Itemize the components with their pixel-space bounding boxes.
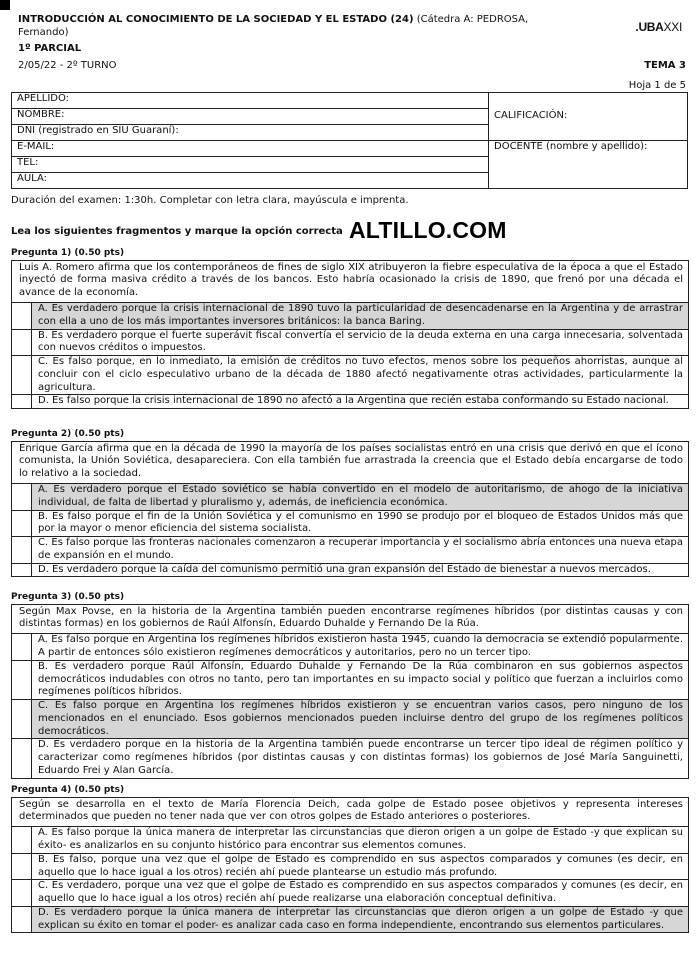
- option-text: B. Es falso porque el fin de la Unión Soviética y el comunismo en 1990 se produjo por el bloqueo de Estados Unidos más que por la mayor o menor eficiencia del sistema socialista.: [38, 510, 683, 535]
- email-field[interactable]: E-MAIL:: [12, 141, 489, 157]
- question-title: Pregunta 2) (0.50 pts): [11, 429, 125, 439]
- answer-mark-cell[interactable]: [12, 484, 32, 510]
- question-box: [11, 260, 689, 410]
- question-box: [11, 797, 689, 934]
- calificacion-field: CALIFICACIÓN:: [489, 93, 688, 141]
- question-title: Pregunta 4) (0.50 pts): [11, 785, 125, 795]
- option-text: D. Es falso porque la crisis internacional de 1890 no afectó a la Argentina que recién estaba conformando su Estado nacional.: [38, 395, 669, 407]
- question-stem: Según Max Povse, en la historia de la Argentina también pueden encontrarse regímenes híbridos (por distintas causas y con distintas formas) en los gobiernos de Raúl Alfonsín, Eduardo Duhalde y Fernando De la Rúa.: [19, 605, 683, 630]
- tema-label: TEMA 3: [644, 60, 686, 71]
- option-b[interactable]: [12, 329, 688, 356]
- answer-mark-cell[interactable]: [12, 303, 32, 329]
- answer-mark-cell[interactable]: [12, 907, 32, 933]
- option-text: A. Es falso porque en Argentina los regímenes híbridos existieron hasta 1945, cuando la democracia se extendió popularmente. A partir de entonces sólo existieron regímenes democráticos y autoritarios, pero no un tercer tipo.: [38, 634, 683, 658]
- option-a[interactable]: [12, 633, 688, 660]
- option-text: D. Es verdadero porque en la historia de la Argentina también puede encontrarse un tercer tipo ideal de régimen político y caracterizar como regímenes híbridos (por distintas causas y con distintas formas) los gobiernos de José María Sanguinetti, Eduardo Frei y Alan García.: [38, 739, 683, 777]
- answer-mark-cell[interactable]: [12, 854, 32, 880]
- question-stem: Enrique García afirma que en la década de 1990 la mayoría de los países socialistas entró en una crisis que derivó en que el ícono comunista, la Unión Soviética, desapareciera. Con ella también fue arrastrada la creencia que el Estado debía encargarse de todo lo relativo a la sociedad.: [19, 442, 683, 480]
- option-text: A. Es falso porque la única manera de interpretar las circunstancias que dieron origen a un golpe de Estado -y que explican su éxito- es analizarlos en su conjunto histórico para encontrar sus elementos comunes.: [38, 827, 683, 851]
- question-2: [11, 429, 689, 577]
- exam-date: 2/05/22 - 2º TURNO: [18, 60, 117, 72]
- answer-mark-cell[interactable]: [12, 739, 32, 777]
- docente-field: DOCENTE (nombre y apellido):: [489, 141, 688, 189]
- question-4: [11, 785, 689, 933]
- question-3: [11, 592, 689, 779]
- answer-mark-cell[interactable]: [12, 564, 32, 577]
- answer-mark-cell[interactable]: [12, 330, 32, 356]
- aula-field[interactable]: AULA:: [12, 173, 489, 189]
- corner-mark: [0, 0, 10, 10]
- exam-header: [18, 14, 688, 91]
- option-text: A. Es verdadero porque el Estado soviético se había convertido en el modelo de autoritarismo, de ahogo de la iniciativa individual, de falta de libertad y pluralismo y, además, de ineficiencia económica.: [32, 484, 688, 510]
- answer-mark-cell[interactable]: [12, 700, 32, 738]
- option-c[interactable]: [12, 879, 688, 906]
- question-title: Pregunta 1) (0.50 pts): [11, 248, 125, 258]
- tel-field[interactable]: TEL:: [12, 157, 489, 173]
- option-b[interactable]: [12, 660, 688, 699]
- apellido-field[interactable]: APELLIDO:: [12, 93, 489, 109]
- question-stem: Según se desarrolla en el texto de María Florencia Deich, cada golpe de Estado posee objetivos y representa intereses determinados que pueden no tener nada que ver con otros golpes de Estado anteriores o posteriores.: [19, 798, 683, 823]
- option-text: B. Es falso, porque una vez que el golpe de Estado es comprendido en sus aspectos comparados y comunes (es decir, en aquello que lo hace igual a los otros) recién ahí puede plantearse un estudio más profundo.: [38, 853, 683, 878]
- dni-field[interactable]: DNI (registrado en SIU Guaraní):: [12, 125, 489, 141]
- instructions-heading: Lea los siguientes fragmentos y marque la opción correcta: [11, 226, 343, 237]
- question-stem: Luis A. Romero afirma que los contemporáneos de fines de siglo XIX atribuyeron la fiebre especulativa de la época a que el Estado inyectó de forma masiva crédito a través de los bancos. Esto habría ocasionado la crisis de 1890, que frenó por una década el avance de la economía.: [19, 261, 683, 299]
- question-1: [11, 248, 689, 409]
- exam-duration-note: Duración del examen: 1:30h. Completar con letra clara, mayúscula e imprenta.: [11, 195, 409, 206]
- option-text: C. Es falso porque en Argentina los regímenes híbridos existieron y se encuentran varios casos, pero ninguno de los mencionados en el enunciado. Esos gobiernos mencionados pueden incluirse dentro del grupo de los regímenes políticos democráticos.: [32, 700, 688, 738]
- option-d[interactable]: [12, 563, 688, 577]
- answer-mark-cell[interactable]: [12, 511, 32, 537]
- option-d[interactable]: [12, 738, 688, 777]
- option-a[interactable]: [12, 483, 688, 510]
- altillo-watermark: ALTILLO.COM: [349, 217, 507, 243]
- course-title: INTRODUCCIÓN AL CONOCIMIENTO DE LA SOCIEDAD Y EL ESTADO (24) (Cátedra A: PEDROSA, Fernando): [18, 14, 529, 38]
- answer-mark-cell[interactable]: [12, 880, 32, 906]
- option-text: C. Es falso porque, en lo inmediato, la emisión de créditos no tuvo efectos, menos sobre los pequeños ahorristas, aunque al concluir con el ciclo especulativo urbano de la década de 1880 afectó negativamente otras actividades, particularmente la agricultura.: [38, 356, 683, 393]
- option-text: C. Es verdadero, porque una vez que el golpe de Estado es comprendido en sus aspectos comparados y comunes (es decir, en aquello que lo hace igual a los otros) recién ahí puede realizarse una elaboración conceptual definitiva.: [38, 880, 683, 905]
- question-title: Pregunta 3) (0.50 pts): [11, 592, 125, 602]
- exam-name: 1º PARCIAL: [18, 42, 82, 54]
- option-b[interactable]: [12, 853, 688, 880]
- option-d[interactable]: [12, 906, 688, 933]
- option-c[interactable]: [12, 355, 688, 394]
- student-info-table: [11, 92, 688, 189]
- option-d[interactable]: [12, 394, 688, 408]
- option-b[interactable]: [12, 510, 688, 537]
- option-c[interactable]: [12, 536, 688, 563]
- option-text: B. Es verdadero porque Raúl Alfonsín, Eduardo Duhalde y Fernando De la Rúa combinaron en sus gobiernos aspectos democráticos indudables con otros no tanto, pero tan importantes en su impacto social y político que fuerzan a incluirlos como regímenes políticos híbridos.: [38, 660, 683, 698]
- answer-mark-cell[interactable]: [12, 537, 32, 563]
- question-box: [11, 441, 689, 578]
- option-text: C. Es falso porque las fronteras nacionales comenzaron a recuperar importancia y el socialismo abría entonces una nueva etapa de expansión en el mundo.: [38, 537, 683, 561]
- option-text: B. Es verdadero porque el fuerte superávit fiscal convertía el servicio de la deuda externa en una carga innecesaria, solventada con nuevos créditos o impuestos.: [38, 329, 683, 354]
- nombre-field[interactable]: NOMBRE:: [12, 109, 489, 125]
- option-a[interactable]: [12, 826, 688, 853]
- option-text: D. Es verdadero porque la caída del comunismo permitió una gran expansión del Estado de bienestar a nuevos mercados.: [38, 563, 651, 575]
- uba-xxi-logo: .UBAXXI: [635, 20, 682, 34]
- answer-mark-cell[interactable]: [12, 395, 32, 408]
- option-text: A. Es verdadero porque la crisis internacional de 1890 tuvo la particularidad de desencadenarse en la Argentina y de arrastrar con ella a uno de los más importantes inversores británicos: la banca Baring.: [32, 303, 688, 329]
- option-a[interactable]: [12, 302, 688, 329]
- answer-mark-cell[interactable]: [12, 634, 32, 660]
- option-c[interactable]: [12, 699, 688, 738]
- answer-mark-cell[interactable]: [12, 827, 32, 853]
- answer-mark-cell[interactable]: [12, 356, 32, 394]
- question-box: [11, 604, 689, 779]
- option-text: D. Es verdadero porque la única manera de interpretar las circunstancias que dieron origen a un golpe de Estado -y que explican su éxito en tomar el poder- es analizar cada caso en forma independiente, encontrando sus elementos particulares.: [32, 907, 688, 933]
- page-counter: Hoja 1 de 5: [628, 80, 686, 91]
- answer-mark-cell[interactable]: [12, 661, 32, 699]
